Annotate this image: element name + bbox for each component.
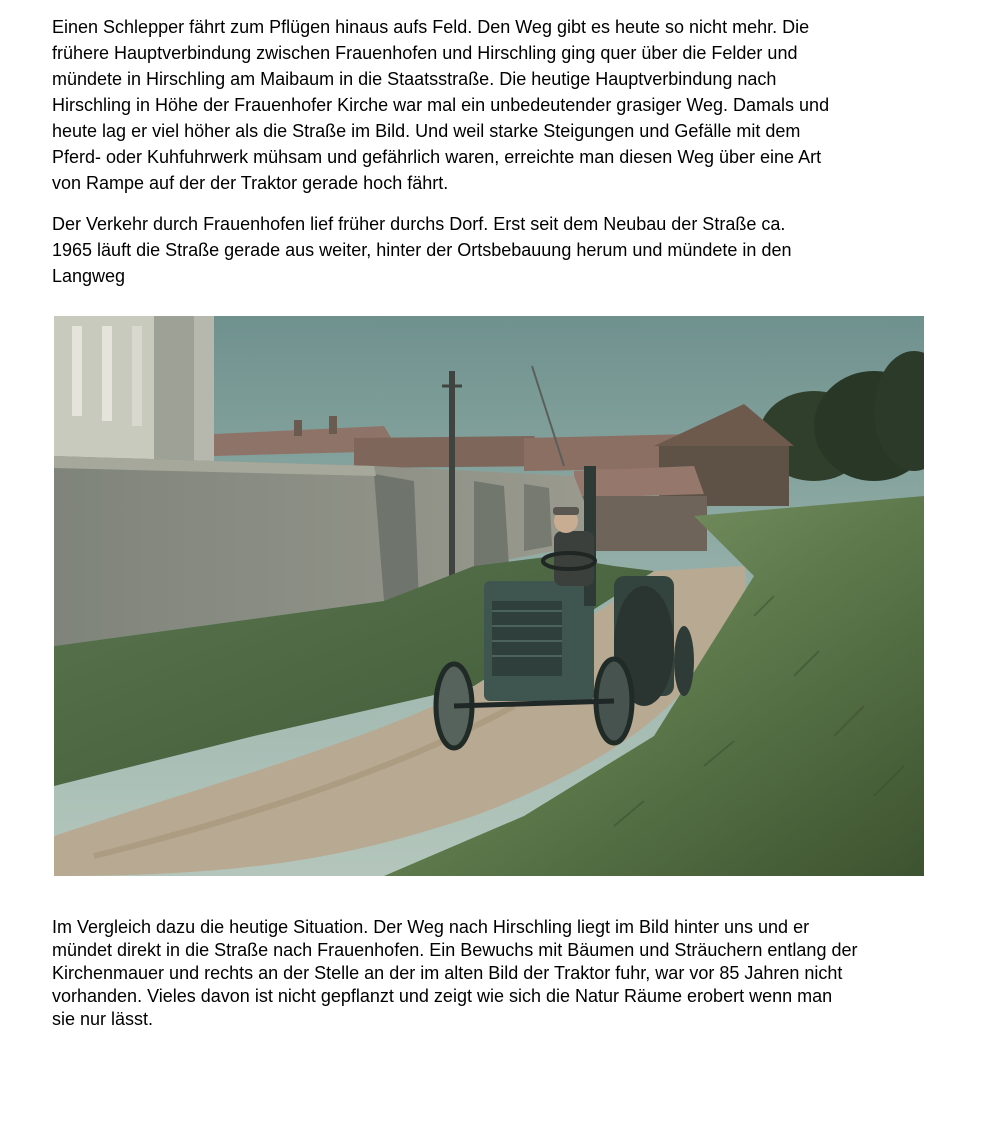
paragraph-comparison: Im Vergleich dazu die heutige Situation. Der Weg nach Hirschling liegt im Bild hinter uns und er mündet direkt in die Straße nach Frauenhofen. Ein Bewuchs mit Bäumen und Sträuchern entlang der Kirchenmauer und rechts an der Stelle an der im alten Bild der Traktor fuhr, war vor 85 Jahren nicht vorhanden. Vieles davon ist nicht gepflanzt und zeigt wie sich die Natur Räume erobert wenn man sie nur lässt. bbox=[52, 917, 858, 1029]
paragraph-intro: Einen Schlepper fährt zum Pflügen hinaus aufs Feld. Den Weg gibt es heute so nicht mehr. Die frühere Hauptverbindung zwischen Frauenhofen und Hirschling ging quer über die Felder und mündete in Hirschling am Maibaum in die Staatsstraße. Die heutige Hauptverbindung nach Hirschling in Höhe der Frauenhofer Kirche war mal ein unbedeutender grasiger Weg. Damals und heute lag er viel höher als die Straße im Bild. Und weil starke Steigungen und Gefälle mit dem Pferd- oder Kuhfuhrwerk mühsam und gefährlich waren, erreichte man diesen Weg über eine Art von Rampe auf der der Traktor gerade hoch fährt. bbox=[52, 17, 830, 193]
paragraph-traffic: Der Verkehr durch Frauenhofen lief früher durchs Dorf. Erst seit dem Neubau der Straße ca. 1965 läuft die Straße gerade aus weiter, hinter der Ortsbebauung herum und mündete in den Langweg bbox=[52, 214, 792, 286]
church bbox=[54, 316, 214, 461]
historic-photo bbox=[54, 316, 924, 876]
